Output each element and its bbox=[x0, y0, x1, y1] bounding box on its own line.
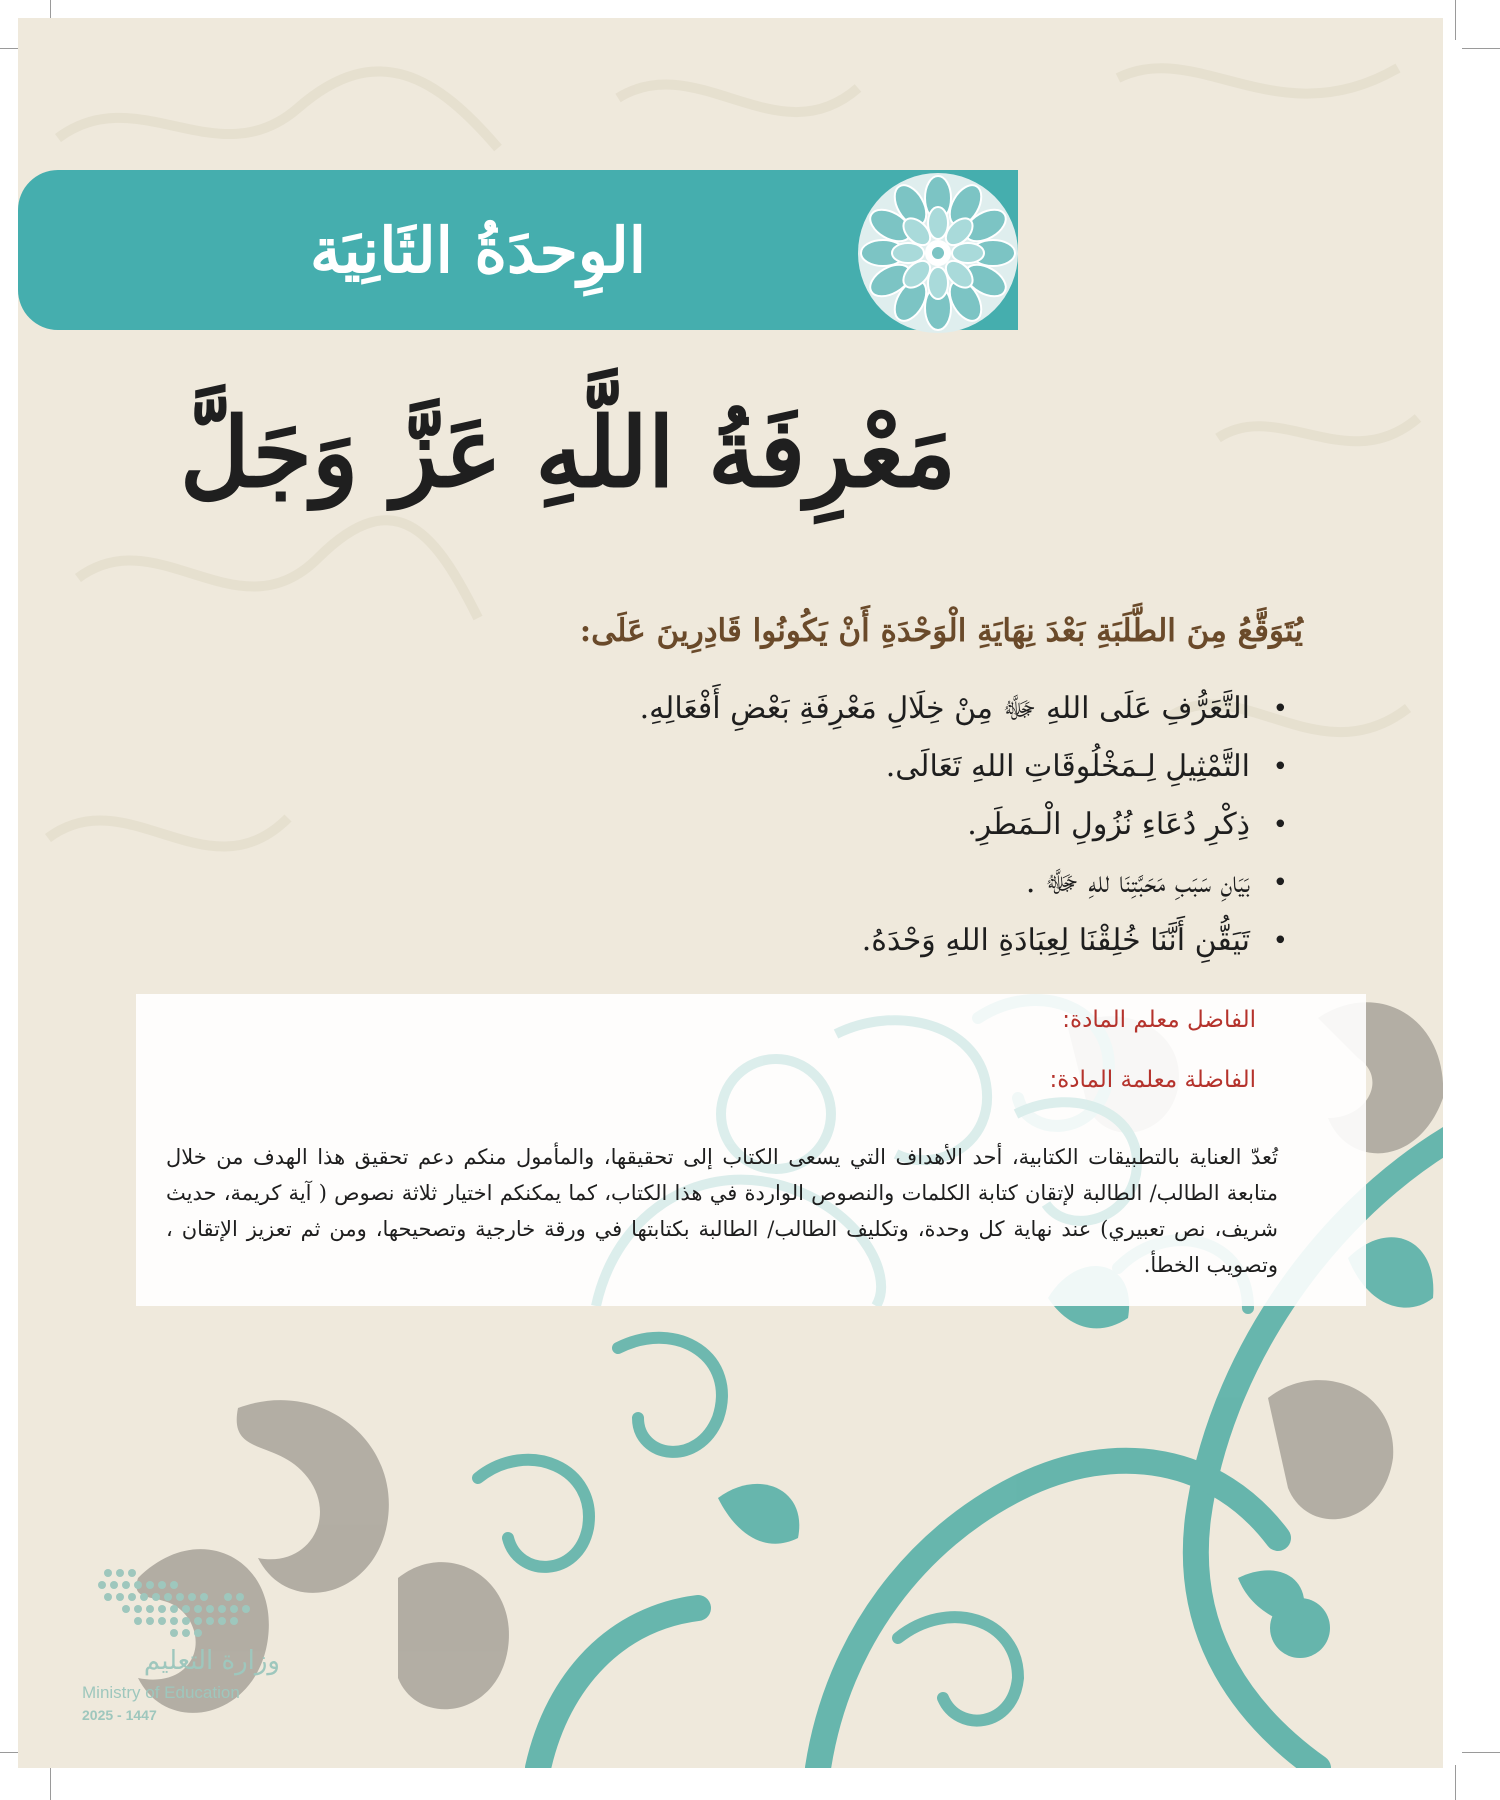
unit-label: الوِحدَةُ الثَانِيَة bbox=[309, 214, 646, 287]
bullet-icon: • bbox=[1272, 868, 1288, 898]
crop-mark bbox=[1455, 0, 1456, 40]
geometric-rosette-icon bbox=[853, 168, 1023, 338]
page-edge bbox=[1443, 18, 1450, 1768]
crop-mark bbox=[1462, 1752, 1500, 1753]
objective-text: تَيَقُّنِ أَنَّنَا خُلِقْنَا لِعِبَادَةِ اللهِ وَحْدَهُ. bbox=[861, 923, 1250, 958]
unit-title: مَعْرِفَةُ اللَّهِ عَزَّ وَجَلَّ bbox=[179, 396, 957, 509]
objective-text: التَّمْثِيلِ لِـمَخْلُوقَاتِ اللهِ تَعَالَى. bbox=[885, 749, 1250, 784]
objective-text: التَّعَرُّفِ عَلَى اللهِ ﷻ مِنْ خِلَالِ مَعْرِفَةِ بَعْضِ أَفْعَالِهِ. bbox=[639, 691, 1250, 726]
list-item bbox=[718, 912, 1288, 970]
list-item bbox=[718, 854, 1288, 912]
ministry-name-english: Ministry of Education bbox=[82, 1683, 240, 1702]
textbook-page bbox=[18, 18, 1450, 1768]
teacher-note-paragraph: تُعدّ العناية بالتطبيقات الكتابية، أحد الأهداف التي يسعى الكتاب إلى تحقيقها، والمأمول منكم دعم تحقيق هذا الهدف من خلال متابعة الطالب/ الطالبة لإتقان كتابة الكلمات والنصوص الواردة في هذا الكتاب، كما يمكنكم اختيار ثلاثة نصوص ( آية كريمة، حديث شريف، نص تعبيري) عند نهاية كل وحدة، وتكليف الطالب/ الطالبة بكتابتها في ورقة خارجية وتصحيحها، ومن ثم تعزيز الإتقان ، وتصويب الخطأ. bbox=[166, 1145, 1278, 1277]
objectives-list bbox=[639, 680, 1288, 970]
crop-mark bbox=[1455, 1765, 1456, 1800]
crop-mark bbox=[1462, 48, 1500, 49]
ministry-name-arabic: وزارة التعليم bbox=[143, 1646, 280, 1676]
bullet-icon: • bbox=[1272, 810, 1288, 840]
objective-text: ذِكْرِ دُعَاءِ نُزُولِ الْـمَطَرِ. bbox=[967, 807, 1250, 842]
objectives-intro: يُتَوَقَّعُ مِنَ الطَّلَبَةِ بَعْدَ نِهَايَةِ الْوَحْدَةِ أَنْ يَكُونُوا قَادِرِينَ عَلَى: bbox=[579, 613, 1303, 649]
bullet-icon: • bbox=[1272, 752, 1288, 782]
female-teacher-label: الفاضلة معلمة المادة: bbox=[1049, 1067, 1256, 1093]
teacher-note-box bbox=[136, 994, 1366, 1306]
male-teacher-label: الفاضل معلم المادة: bbox=[1062, 1007, 1256, 1033]
bullet-icon: • bbox=[1272, 694, 1288, 724]
bullet-icon: • bbox=[1272, 926, 1288, 956]
list-item bbox=[639, 680, 1288, 738]
edition-years: 2025 - 1447 bbox=[82, 1707, 157, 1723]
crop-mark bbox=[50, 1765, 51, 1800]
objective-text: بَيَانِ سَبَبِ مَحَبَّتِنَا للهِ ﷻ . bbox=[1025, 865, 1250, 900]
list-item bbox=[718, 738, 1288, 796]
list-item bbox=[718, 796, 1288, 854]
